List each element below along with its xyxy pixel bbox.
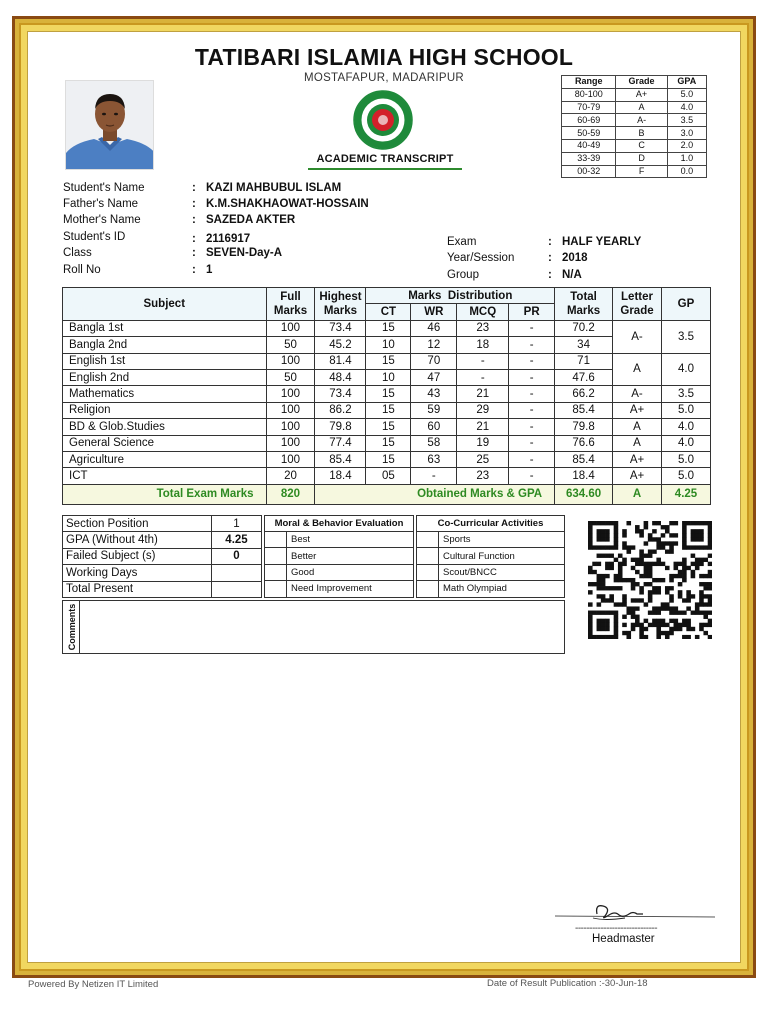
total-marks: 47.6	[555, 369, 613, 385]
highest-marks: 73.4	[315, 386, 366, 402]
ct-marks: 05	[366, 468, 411, 484]
publication-date: Date of Result Publication :-30-Jun-18	[487, 978, 648, 989]
header-subject: Subject	[63, 288, 267, 321]
grade-scale-header	[562, 76, 707, 89]
grade-range: 00-32	[562, 165, 616, 178]
overall-grade: A	[613, 484, 662, 504]
info-colon: :	[192, 233, 196, 245]
full-marks: 20	[266, 468, 315, 484]
activity-checkbox	[417, 564, 439, 580]
document-title: ACADEMIC TRANSCRIPT	[316, 153, 454, 165]
grade-scale-row	[562, 152, 707, 165]
year-value: 2018	[562, 252, 588, 264]
qr-code-icon	[588, 521, 712, 639]
wr-marks: -	[411, 468, 457, 484]
summary-label: Section Position	[63, 516, 212, 532]
info-label: Class	[63, 247, 92, 259]
eval-row	[265, 581, 414, 597]
summary-row	[63, 565, 262, 581]
subject-name: English 1st	[63, 353, 267, 369]
total-marks: 66.2	[555, 386, 613, 402]
highest-marks: 77.4	[315, 435, 366, 451]
ct-marks: 15	[366, 451, 411, 467]
summary-label: Failed Subject (s)	[63, 548, 212, 564]
eval-header-row	[417, 516, 565, 532]
activity-checkbox	[417, 548, 439, 564]
grade-point: 4.0	[661, 435, 710, 451]
grade-scale-row	[562, 165, 707, 178]
letter-grade: A-	[613, 320, 662, 353]
wr-marks: 43	[411, 386, 457, 402]
summary-row	[63, 548, 262, 564]
eval-item: Good	[287, 564, 414, 580]
eval-checkbox	[265, 548, 287, 564]
table-row	[63, 468, 711, 484]
letter-grade: A+	[613, 451, 662, 467]
mcq-marks: -	[457, 369, 509, 385]
total-exam-value: 820	[266, 484, 315, 504]
full-marks: 100	[266, 451, 315, 467]
grade-scale-header-cell: Range	[562, 76, 616, 89]
school-name: TATIBARI ISLAMIA HIGH SCHOOL	[194, 44, 574, 70]
eval-row	[417, 532, 565, 548]
student-name-value: KAZI MAHBUBUL ISLAM	[206, 182, 342, 194]
full-marks: 50	[266, 369, 315, 385]
header-full-marks: Full Marks	[266, 288, 315, 321]
mcq-marks: -	[457, 353, 509, 369]
mcq-marks: 18	[457, 337, 509, 353]
full-marks: 100	[266, 435, 315, 451]
marks-table	[62, 287, 711, 505]
info-label: Student's ID	[63, 231, 126, 243]
summary-value: 4.25	[212, 532, 262, 548]
full-marks: 50	[266, 337, 315, 353]
eval-checkbox	[265, 564, 287, 580]
grade-point: 4.0	[661, 419, 710, 435]
total-marks: 76.6	[555, 435, 613, 451]
eval-row	[417, 548, 565, 564]
grade-gpa: 5.0	[667, 88, 706, 101]
grade-point: 3.5	[661, 320, 710, 353]
header-total-marks: Total Marks	[555, 288, 613, 321]
group-value: N/A	[562, 269, 582, 281]
grade-point: 5.0	[661, 402, 710, 418]
grade-range: 60-69	[562, 114, 616, 127]
grade-range: 50-59	[562, 127, 616, 140]
info-colon: :	[548, 236, 552, 248]
grade-point: 5.0	[661, 451, 710, 467]
subject-name: General Science	[63, 435, 267, 451]
highest-marks: 48.4	[315, 369, 366, 385]
subject-name: Bangla 1st	[63, 320, 267, 336]
grade-letter: A	[616, 101, 667, 114]
wr-marks: 46	[411, 320, 457, 336]
pr-marks: -	[509, 435, 555, 451]
grade-scale-row	[562, 114, 707, 127]
student-photo	[65, 80, 154, 170]
pr-marks: -	[509, 337, 555, 353]
activity-checkbox	[417, 532, 439, 548]
grade-gpa: 1.0	[667, 152, 706, 165]
summary-row	[63, 581, 262, 597]
grade-letter: C	[616, 139, 667, 152]
grade-gpa: 2.0	[667, 139, 706, 152]
summary-row	[63, 532, 262, 548]
table-row	[63, 402, 711, 418]
total-marks: 34	[555, 337, 613, 353]
overall-gpa: 4.25	[661, 484, 710, 504]
summary-row	[63, 516, 262, 532]
highest-marks: 81.4	[315, 353, 366, 369]
highest-marks: 86.2	[315, 402, 366, 418]
subject-name: English 2nd	[63, 369, 267, 385]
grade-range: 40-49	[562, 139, 616, 152]
table-row	[63, 419, 711, 435]
total-marks: 70.2	[555, 320, 613, 336]
eval-row	[417, 581, 565, 597]
total-marks: 79.8	[555, 419, 613, 435]
subject-name: Mathematics	[63, 386, 267, 402]
pr-marks: -	[509, 386, 555, 402]
subject-name: Religion	[63, 402, 267, 418]
grade-point: 3.5	[661, 386, 710, 402]
summary-value: 1	[212, 516, 262, 532]
mcq-marks: 21	[457, 386, 509, 402]
grade-scale-row	[562, 139, 707, 152]
grade-range: 70-79	[562, 101, 616, 114]
obtained-value: 634.60	[555, 484, 613, 504]
activity-item: Scout/BNCC	[439, 564, 565, 580]
wr-marks: 70	[411, 353, 457, 369]
mcq-marks: 23	[457, 320, 509, 336]
summary-label: Total Present	[63, 581, 212, 597]
mcq-marks: 21	[457, 419, 509, 435]
grade-scale-header-cell: Grade	[616, 76, 667, 89]
activity-checkbox	[417, 581, 439, 597]
highest-marks: 73.4	[315, 320, 366, 336]
exam-value: HALF YEARLY	[562, 236, 642, 248]
summary-value	[212, 565, 262, 581]
grade-point: 4.0	[661, 353, 710, 386]
comments-label: Comments	[67, 603, 77, 651]
grade-scale-table	[561, 75, 707, 178]
signature-line: -----------------------------	[575, 923, 658, 934]
info-label: Father's Name	[63, 198, 139, 210]
full-marks: 100	[266, 386, 315, 402]
ct-marks: 10	[366, 337, 411, 353]
pr-marks: -	[509, 468, 555, 484]
info-colon: :	[192, 198, 196, 210]
info-colon: :	[192, 214, 196, 226]
ct-marks: 15	[366, 435, 411, 451]
table-row	[63, 353, 711, 369]
mother-name-value: SAZEDA AKTER	[206, 214, 296, 226]
activity-item: Cultural Function	[439, 548, 565, 564]
grade-gpa: 3.5	[667, 114, 706, 127]
wr-marks: 58	[411, 435, 457, 451]
header-highest-marks: Highest Marks	[315, 288, 366, 321]
table-row	[63, 435, 711, 451]
info-label: Student's Name	[63, 182, 145, 194]
full-marks: 100	[266, 402, 315, 418]
school-address: MOSTAFAPUR, MADARIPUR	[303, 72, 465, 84]
highest-marks: 45.2	[315, 337, 366, 353]
grade-range: 33-39	[562, 152, 616, 165]
eval-item: Best	[287, 532, 414, 548]
grade-scale-row	[562, 127, 707, 140]
header-gp: GP	[661, 288, 710, 321]
moral-evaluation-title: Moral & Behavior Evaluation	[265, 516, 414, 532]
total-marks: 18.4	[555, 468, 613, 484]
eval-item: Need Improvement	[287, 581, 414, 597]
header-mcq: MCQ	[457, 304, 509, 320]
grade-range: 80-100	[562, 88, 616, 101]
summary-value: 0	[212, 548, 262, 564]
grade-gpa: 3.0	[667, 127, 706, 140]
eval-checkbox	[265, 532, 287, 548]
letter-grade: A	[613, 419, 662, 435]
roll-value: 1	[206, 264, 213, 276]
father-name-value: K.M.SHAKHAOWAT-HOSSAIN	[206, 198, 369, 210]
full-marks: 100	[266, 320, 315, 336]
ct-marks: 15	[366, 320, 411, 336]
grade-point: 5.0	[661, 468, 710, 484]
powered-by: Powered By Netizen IT Limited	[28, 979, 159, 990]
table-row	[63, 386, 711, 402]
info-colon: :	[192, 247, 196, 259]
comments-label-cell	[63, 601, 80, 653]
letter-grade: A+	[613, 402, 662, 418]
info-label: Roll No	[63, 264, 101, 276]
wr-marks: 47	[411, 369, 457, 385]
info-colon: :	[548, 252, 552, 264]
table-row	[63, 320, 711, 336]
letter-grade: A-	[613, 386, 662, 402]
full-marks: 100	[266, 419, 315, 435]
eval-checkbox	[265, 581, 287, 597]
pr-marks: -	[509, 402, 555, 418]
headmaster-label: Headmaster	[592, 933, 655, 945]
highest-marks: 79.8	[315, 419, 366, 435]
total-exam-label: Total Exam Marks	[63, 484, 267, 504]
pr-marks: -	[509, 451, 555, 467]
letter-grade: A+	[613, 468, 662, 484]
mcq-marks: 19	[457, 435, 509, 451]
marks-header-row	[63, 288, 711, 304]
activity-item: Math Olympiad	[439, 581, 565, 597]
summary-value	[212, 581, 262, 597]
subject-name: ICT	[63, 468, 267, 484]
highest-marks: 85.4	[315, 451, 366, 467]
info-label: Exam	[447, 236, 477, 248]
title-underline	[308, 168, 462, 170]
summary-table	[62, 515, 262, 598]
grade-letter: F	[616, 165, 667, 178]
wr-marks: 12	[411, 337, 457, 353]
grade-scale-row	[562, 88, 707, 101]
total-marks: 71	[555, 353, 613, 369]
mcq-marks: 23	[457, 468, 509, 484]
info-colon: :	[192, 182, 196, 194]
grade-gpa: 0.0	[667, 165, 706, 178]
highest-marks: 18.4	[315, 468, 366, 484]
mcq-marks: 29	[457, 402, 509, 418]
header-wr: WR	[411, 304, 457, 320]
grade-scale-header-cell: GPA	[667, 76, 706, 89]
pr-marks: -	[509, 353, 555, 369]
ct-marks: 15	[366, 386, 411, 402]
comments-box	[62, 600, 565, 654]
subject-name: Agriculture	[63, 451, 267, 467]
summary-label: GPA (Without 4th)	[63, 532, 212, 548]
info-label: Mother's Name	[63, 214, 141, 226]
letter-grade: A	[613, 353, 662, 386]
grade-scale-row	[562, 101, 707, 114]
grade-gpa: 4.0	[667, 101, 706, 114]
info-label: Group	[447, 269, 479, 281]
activity-item: Sports	[439, 532, 565, 548]
eval-header-row	[265, 516, 414, 532]
class-value: SEVEN-Day-A	[206, 247, 283, 259]
info-colon: :	[548, 269, 552, 281]
pr-marks: -	[509, 419, 555, 435]
grade-letter: B	[616, 127, 667, 140]
letter-grade: A	[613, 435, 662, 451]
co-curricular-title: Co-Curricular Activities	[417, 516, 565, 532]
pr-marks: -	[509, 320, 555, 336]
header-letter-grade: Letter Grade	[613, 288, 662, 321]
grade-letter: D	[616, 152, 667, 165]
header-pr: PR	[509, 304, 555, 320]
info-colon: :	[192, 264, 196, 276]
grade-letter: A+	[616, 88, 667, 101]
wr-marks: 59	[411, 402, 457, 418]
eval-item: Better	[287, 548, 414, 564]
summary-label: Working Days	[63, 565, 212, 581]
wr-marks: 60	[411, 419, 457, 435]
pr-marks: -	[509, 369, 555, 385]
ct-marks: 15	[366, 353, 411, 369]
school-logo	[353, 90, 413, 150]
moral-evaluation-table	[264, 515, 414, 598]
subject-name: Bangla 2nd	[63, 337, 267, 353]
eval-row	[265, 548, 414, 564]
obtained-label: Obtained Marks & GPA	[315, 484, 555, 504]
info-label: Year/Session	[447, 252, 515, 264]
totals-row	[63, 484, 711, 504]
header-ct: CT	[366, 304, 411, 320]
mcq-marks: 25	[457, 451, 509, 467]
eval-row	[417, 564, 565, 580]
ct-marks: 15	[366, 402, 411, 418]
table-row	[63, 451, 711, 467]
co-curricular-table	[416, 515, 565, 598]
total-marks: 85.4	[555, 402, 613, 418]
eval-row	[265, 532, 414, 548]
eval-row	[265, 564, 414, 580]
ct-marks: 10	[366, 369, 411, 385]
full-marks: 100	[266, 353, 315, 369]
wr-marks: 63	[411, 451, 457, 467]
subject-name: BD & Glob.Studies	[63, 419, 267, 435]
total-marks: 85.4	[555, 451, 613, 467]
grade-letter: A-	[616, 114, 667, 127]
header-marks-distribution: Marks Distribution	[366, 288, 555, 304]
ct-marks: 15	[366, 419, 411, 435]
student-id-value: 2116917	[206, 233, 251, 245]
